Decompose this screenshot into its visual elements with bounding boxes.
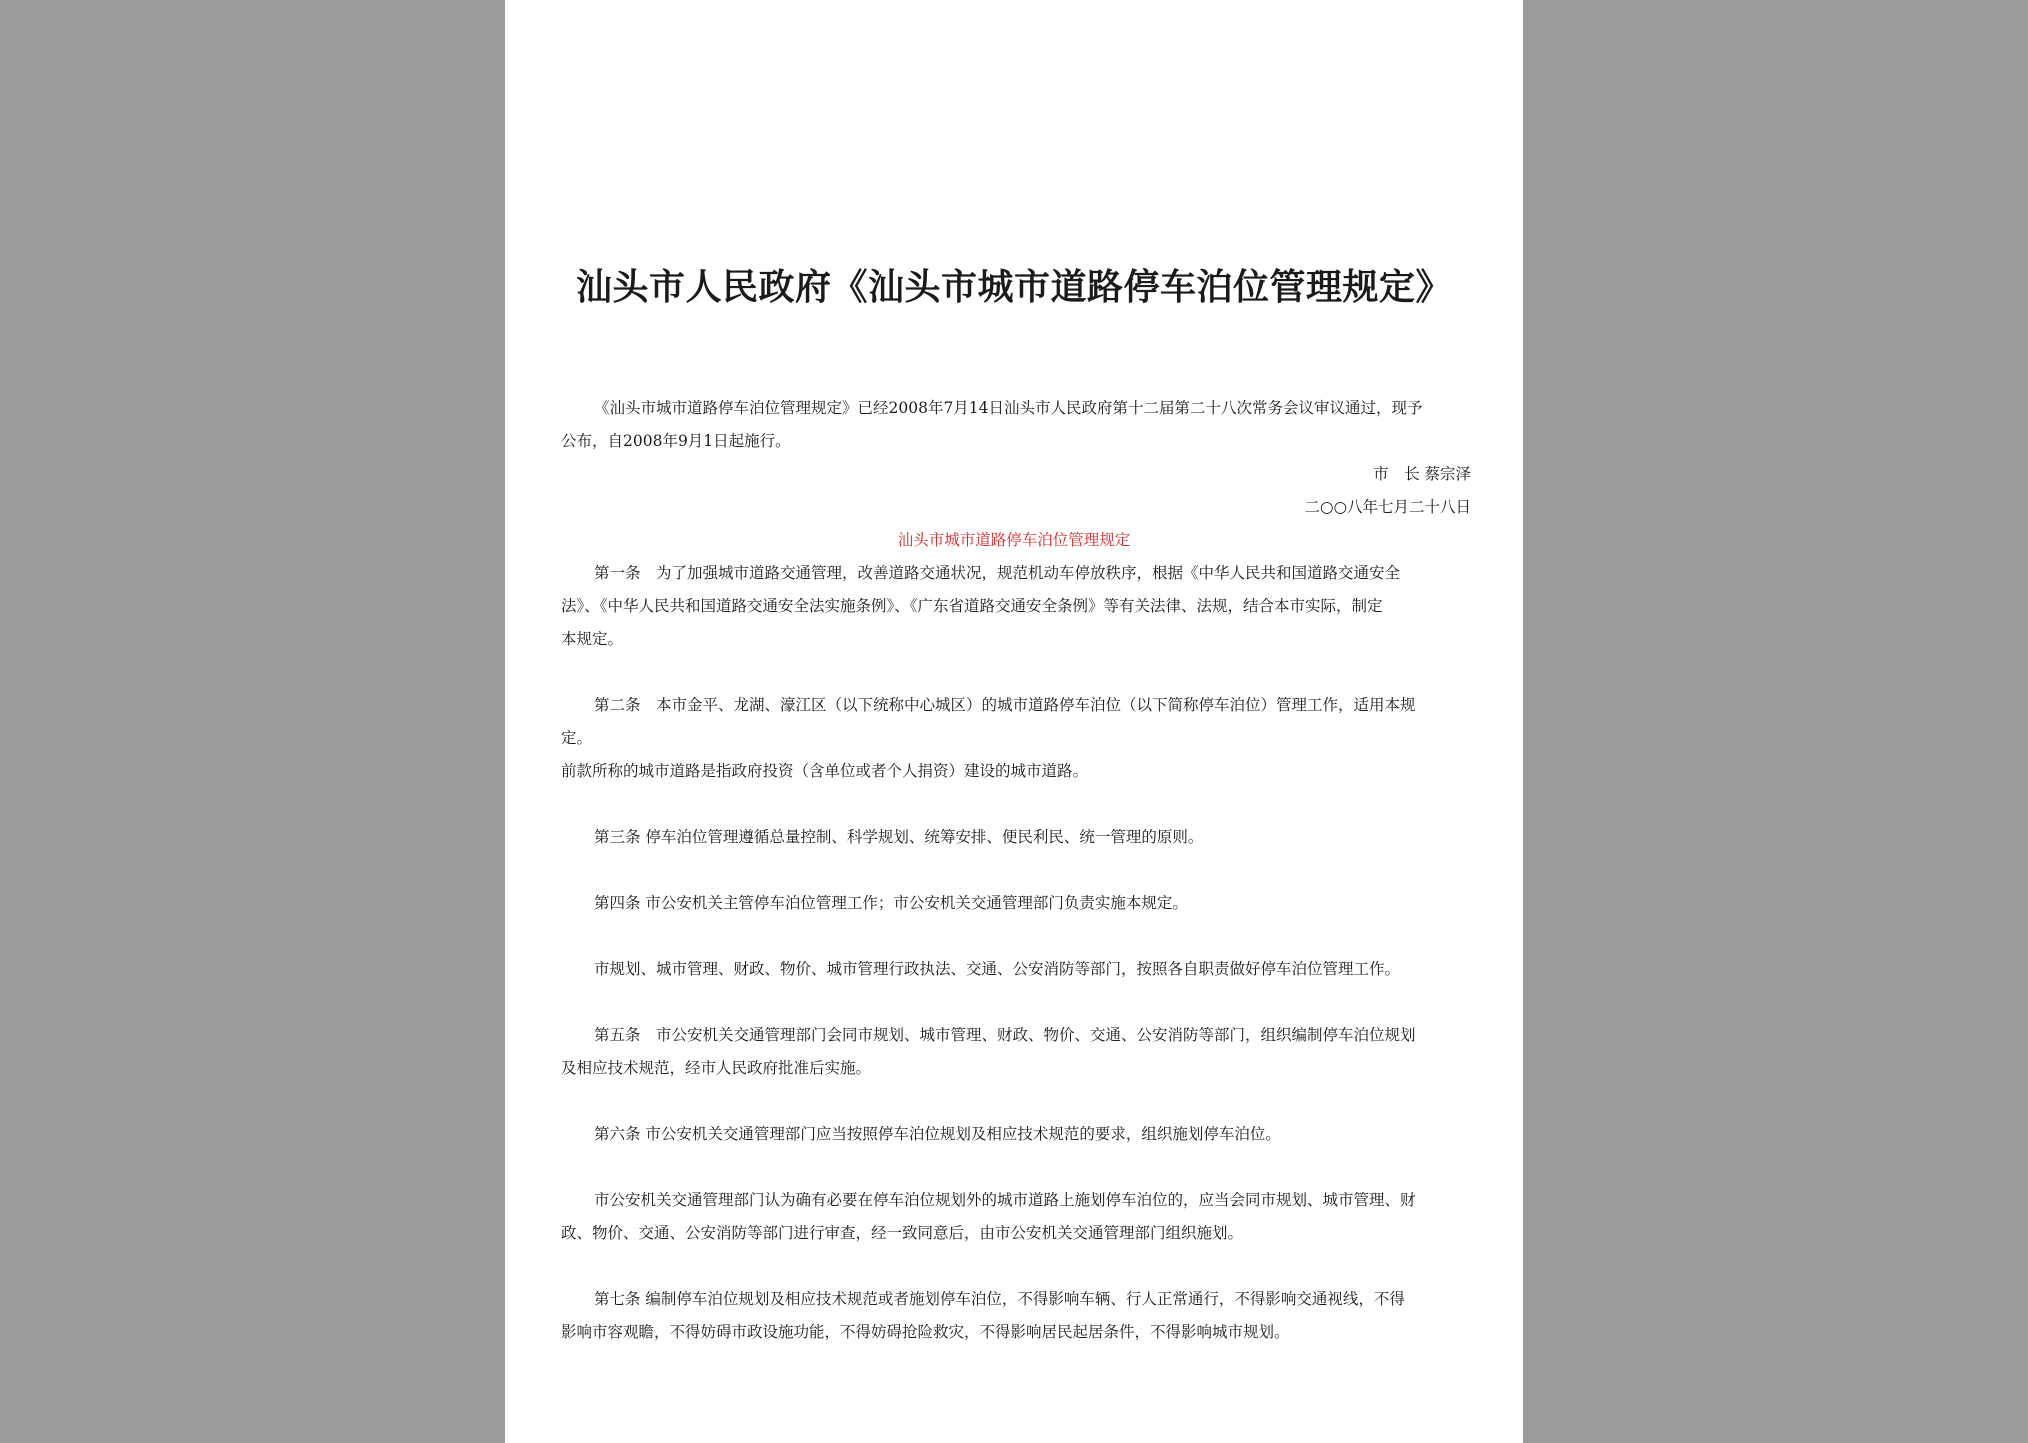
article-2-line-3: 前款所称的城市道路是指政府投资（含单位或者个人捐资）建设的城市道路。 (561, 762, 1089, 780)
intro-line-1: 《汕头市城市道路停车泊位管理规定》已经2008年7月14日汕头市人民政府第十二届第二十八次常务会议审议通过，现予 (594, 399, 1423, 417)
article-6-paragraph-2-line-2: 政、物价、交通、公安消防等部门进行审查，经一致同意后，由市公安机关交通管理部门组织施划。 (561, 1224, 1244, 1242)
article-5-line-2: 及相应技术规范，经市人民政府批准后实施。 (561, 1059, 872, 1077)
document-page (505, 0, 1523, 1443)
article-1-line-1: 第一条 为了加强城市道路交通管理，改善道路交通状况，规范机动车停放秩序，根据《中华人民共和国道路交通安全 (594, 564, 1401, 582)
intro-line-2: 公布，自2008年9月1日起施行。 (561, 432, 791, 450)
article-4-paragraph-2: 市规划、城市管理、财政、物价、城市管理行政执法、交通、公安消防等部门，按照各自职责做好停车泊位管理工作。 (594, 960, 1401, 978)
regulation-subtitle: 汕头市城市道路停车泊位管理规定 (897, 531, 1131, 549)
article-6-paragraph-2-line-1: 市公安机关交通管理部门认为确有必要在停车泊位规划外的城市道路上施划停车泊位的，应当会同市规划、城市管理、财 (594, 1191, 1416, 1209)
article-2-line-2: 定。 (561, 729, 593, 747)
article-1-line-2: 法》、《中华人民共和国道路交通安全法实施条例》、《广东省道路交通安全条例》等有关法律、法规，结合本市实际，制定 (561, 597, 1383, 615)
article-7-line-1: 第七条 编制停车泊位规划及相应技术规范或者施划停车泊位，不得影响车辆、行人正常通行，不得影响交通视线，不得 (594, 1290, 1405, 1308)
mayor-signature-line: 市 长 蔡宗泽 (1373, 465, 1471, 483)
article-2-line-1: 第二条 本市金平、龙湖、濠江区（以下统称中心城区）的城市道路停车泊位（以下简称停车泊位）管理工作，适用本规 (594, 696, 1416, 714)
article-5-line-1: 第五条 市公安机关交通管理部门会同市规划、城市管理、财政、物价、交通、公安消防等部门，组织编制停车泊位规划 (594, 1026, 1416, 1044)
document-title: 汕头市人民政府《汕头市城市道路停车泊位管理规定》 (575, 266, 1452, 308)
article-7-line-2: 影响市容观瞻，不得妨碍市政设施功能，不得妨碍抢险救灾，不得影响居民起居条件，不得影响城市规划。 (561, 1323, 1290, 1341)
date-line: 二○○八年七月二十八日 (1304, 498, 1471, 516)
article-6-paragraph-1: 第六条 市公安机关交通管理部门应当按照停车泊位规划及相应技术规范的要求，组织施划停车泊位。 (594, 1125, 1281, 1143)
article-4-paragraph-1: 第四条 市公安机关主管停车泊位管理工作；市公安机关交通管理部门负责实施本规定。 (594, 894, 1188, 912)
article-1-line-3: 本规定。 (561, 630, 624, 648)
article-3: 第三条 停车泊位管理遵循总量控制、科学规划、统筹安排、便民利民、统一管理的原则。 (594, 828, 1204, 846)
